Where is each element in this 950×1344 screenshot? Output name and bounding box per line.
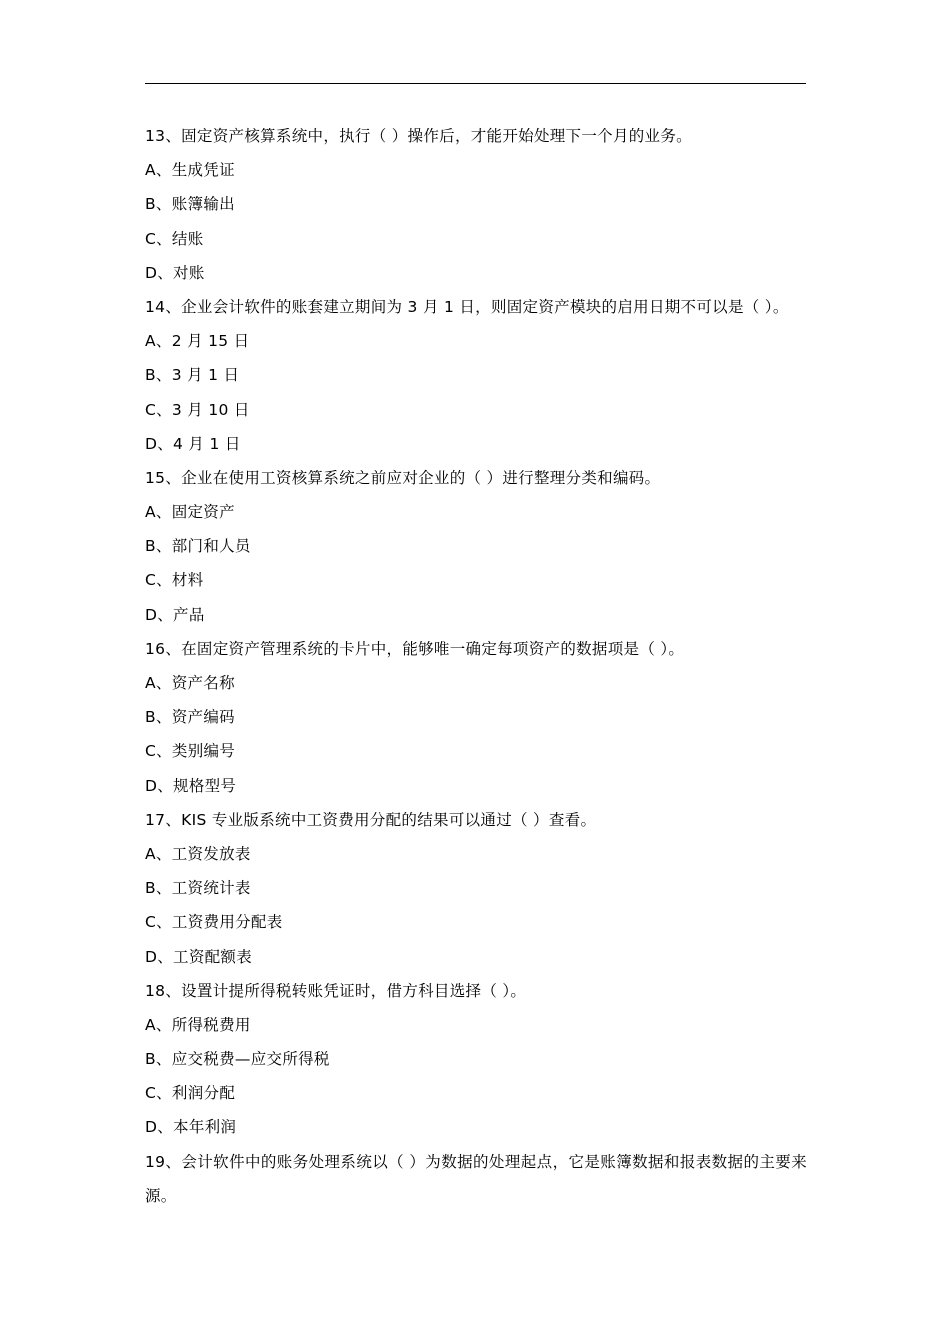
question-13-option-a: A、生成凭证 [145,161,235,180]
question-16-option-a: A、资产名称 [145,674,235,692]
question-13-option-d: D、对账 [145,263,205,282]
question-14-option-c: C、3 月 10 日 [145,400,250,419]
question-16-option-d: D、规格型号 [145,776,237,795]
question-15-option-d: D、产品 [145,605,205,624]
question-18-option-b: B、应交税费—应交所得税 [145,1050,330,1069]
question-18-stem: 18、设置计提所得税转账凭证时，借方科目选择（ ）。 [145,981,527,1000]
question-14-stem: 14、企业会计软件的账套建立期间为 3 月 1 日，则固定资产模块的启用日期不可以是（ ）。 [145,297,789,316]
question-13-option-b: B、账簿输出 [145,195,235,214]
question-15-stem: 15、企业在使用工资核算系统之前应对企业的（ ）进行整理分类和编码。 [145,468,661,487]
question-13-stem: 13、固定资产核算系统中，执行（ ）操作后，才能开始处理下一个月的业务。 [145,127,692,145]
question-17-stem: 17、KIS 专业版系统中工资费用分配的结果可以通过（ ）查看。 [145,810,597,829]
question-19-stem: 19、会计软件中的账务处理系统以（ ）为数据的处理起点，它是账簿数据和报表数据的主要来源。 [145,1152,807,1205]
question-16-option-c: C、类别编号 [145,742,236,761]
question-14-option-a: A、2 月 15 日 [145,332,250,351]
question-17-option-c: C、工资费用分配表 [145,913,283,932]
question-17-option-a: A、工资发放表 [145,844,251,863]
question-list [145,119,807,1213]
question-18-option-a: A、所得税费用 [145,1015,251,1034]
question-15-option-c: C、材料 [145,571,204,590]
question-13-option-c: C、结账 [145,229,204,248]
question-17-option-b: B、工资统计表 [145,879,251,898]
question-18-option-c: C、利润分配 [145,1084,236,1103]
header-rule [145,83,806,84]
question-16-option-b: B、资产编码 [145,708,235,727]
question-14-option-b: B、3 月 1 日 [145,366,240,385]
question-15-option-a: A、固定资产 [145,503,235,522]
question-17-option-d: D、工资配额表 [145,947,253,966]
question-15-option-b: B、部门和人员 [145,537,251,556]
question-14-option-d: D、4 月 1 日 [145,434,241,453]
question-16-stem: 16、在固定资产管理系统的卡片中，能够唯一确定每项资产的数据项是（ ）。 [145,639,685,658]
question-18-option-d: D、本年利润 [145,1118,237,1137]
